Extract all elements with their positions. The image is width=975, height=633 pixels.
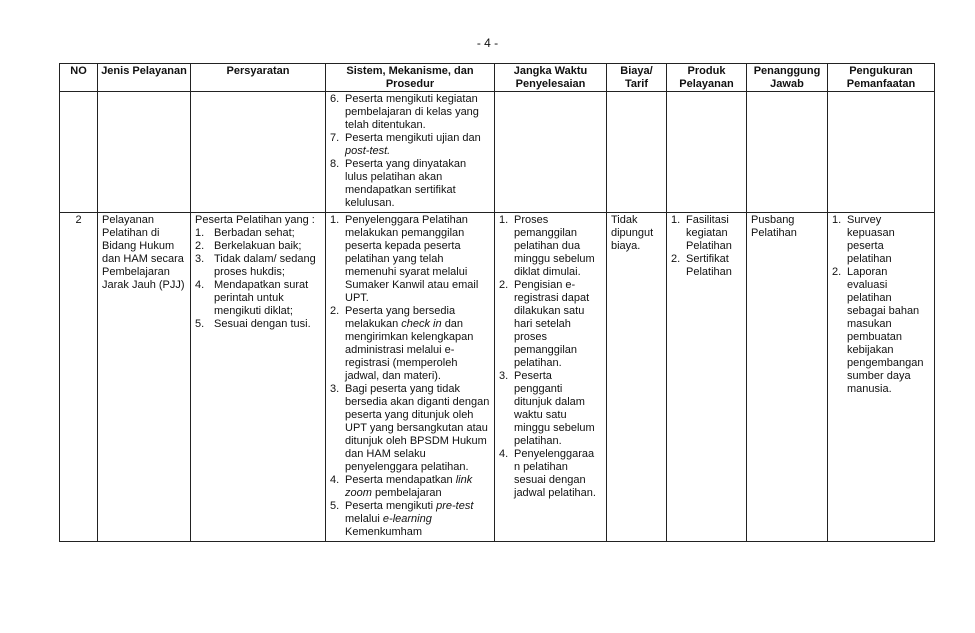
header-biaya-tarif: Biaya/ Tarif [607,64,667,92]
list-item: 7. Peserta mengikuti ujian dan post-test. [330,132,481,157]
list-item: 4. Peserta mendapatkan link zoom pembelajaran [330,474,473,499]
list-item: 5. Sesuai dengan tusi. [195,318,311,330]
list-item: 6. Peserta mengikuti kegiatan pembelajaran di kelas yang telah ditentukan. [330,93,479,131]
procedure-list [330,214,490,539]
cell-jenis: Pelayanan Pelatihan di Bidang Hukum dan HAM secara Pembelajaran Jarak Jauh (PJJ) [98,213,191,542]
procedure-list [330,93,490,210]
cell-sistem [326,213,495,542]
cell-biaya: Tidak dipungut biaya. [607,213,667,542]
cell-no: 2 [60,213,98,542]
duration-list [499,214,602,500]
cell-biaya [607,92,667,213]
cell-pengukuran [828,213,935,542]
table-row [60,92,935,213]
list-item: 1. Fasilitasi kegiatan Pelatihan [671,214,732,252]
list-item: 8. Peserta yang dinyatakan lulus pelatihan akan mendapatkan sertifikat kelulusan. [330,158,467,209]
header-no: NO [60,64,98,92]
header-sistem-mekanisme-prosedur: Sistem, Mekanisme, dan Prosedur [326,64,495,92]
header-penanggung-jawab: Penanggung Jawab [747,64,828,92]
cell-sistem [326,92,495,213]
cell-persyaratan [191,92,326,213]
list-item: 1. Berbadan sehat; [195,227,295,239]
cell-penanggung: Pusbang Pelatihan [747,213,828,542]
product-list [671,214,742,279]
header-pengukuran-pemanfaatan: Pengukuran Pemanfaatan [828,64,935,92]
cell-produk [667,92,747,213]
list-item: 1. Survey kepuasan peserta pelatihan [832,214,895,265]
cell-no [60,92,98,213]
service-standard-table [59,63,935,542]
header-persyaratan: Persyaratan [191,64,326,92]
cell-jangka [495,213,607,542]
list-item: 3. Tidak dalam/ sedang proses hukdis; [195,253,316,278]
list-item: 3. Bagi peserta yang tidak bersedia akan diganti dengan peserta yang ditunjuk oleh UPT yang bersangkutan atau ditunjuk oleh BPSDM Hukum dan HAM selaku penyelenggara pelatihan. [330,383,490,473]
list-item: 4. Penyelenggaraa n pelatihan sesuai dengan jadwal pelatihan. [499,448,596,499]
header-produk-pelayanan: Produk Pelayanan [667,64,747,92]
list-item: 2. Pengisian e-registrasi dapat dilakukan satu hari setelah proses pemanggilan pelatihan. [499,279,590,369]
cell-jenis [98,92,191,213]
cell-produk [667,213,747,542]
list-item: 2. Laporan evaluasi pelatihan sebagai bahan masukan pembuatan kebijakan pengembangan sumber daya manusia. [832,266,924,395]
list-item: 5. Peserta mengikuti pre-test melalui e-learning Kemenkumham [330,500,474,538]
requirements-list [195,227,321,331]
list-item: 2. Berkelakuan baik; [195,240,302,252]
list-item: 2. Sertifikat Pelatihan [671,253,732,278]
header-jenis-pelayanan: Jenis Pelayanan [98,64,191,92]
cell-pengukuran [828,92,935,213]
header-jangka-waktu: Jangka Waktu Penyelesaian [495,64,607,92]
list-item: 2. Peserta yang bersedia melakukan check in dan mengirimkan kelengkapan administrasi melalui e-registrasi (memperoleh jadwal, dan materi). [330,305,474,382]
cell-jangka [495,92,607,213]
list-item: 3. Peserta pengganti ditunjuk dalam waktu satu minggu sebelum pelatihan. [499,370,595,447]
cell-penanggung [747,92,828,213]
table-row [60,213,935,542]
list-item: 1. Proses pemanggilan pelatihan dua minggu sebelum diklat dimulai. [499,214,595,278]
requirements-intro: Peserta Pelatihan yang : [195,214,315,226]
measurement-list [832,214,930,396]
table-header-row [60,64,935,92]
cell-persyaratan [191,213,326,542]
page-number: - 4 - [476,36,499,50]
list-item: 4. Mendapatkan surat perintah untuk mengikuti diklat; [195,279,309,317]
list-item: 1. Penyelenggara Pelatihan melakukan pemanggilan peserta kepada peserta pelatihan yang telah memenuhi syarat melalui Sumaker Kanwil atau email UPT. [330,214,479,304]
